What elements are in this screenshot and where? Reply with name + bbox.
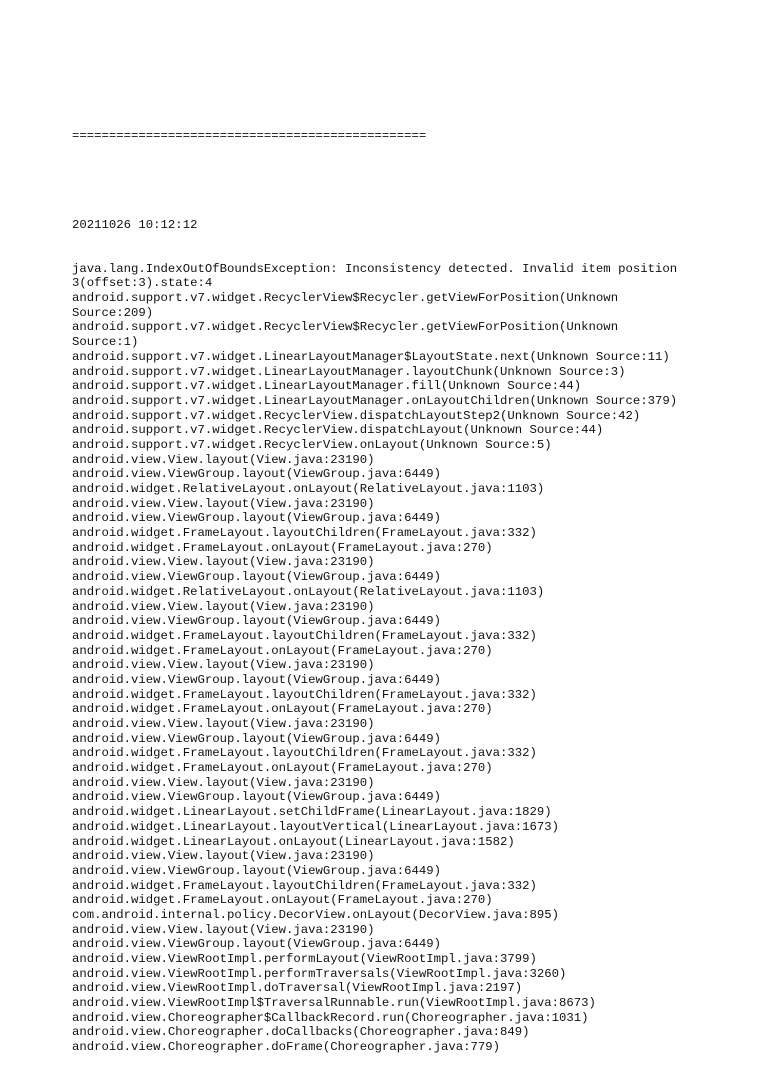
stack-trace-line: android.support.v7.widget.LinearLayoutManager.layoutChunk(Unknown Source:3) — [72, 364, 626, 379]
stack-trace-line: android.view.View.layout(View.java:23190) — [72, 922, 375, 937]
stack-trace-line: android.view.ViewRootImpl$TraversalRunnable.run(ViewRootImpl.java:8673) — [72, 996, 596, 1011]
stack-trace-line: android.view.ViewGroup.layout(ViewGroup.java:6449) — [72, 511, 441, 526]
stack-trace — [72, 262, 732, 1055]
stack-trace-line: android.view.View.layout(View.java:23190) — [72, 658, 375, 673]
stack-trace-line: android.widget.FrameLayout.onLayout(FrameLayout.java:270) — [72, 643, 493, 658]
stack-trace-line: android.support.v7.widget.LinearLayoutManager.onLayoutChildren(Unknown Source:379) — [72, 393, 678, 408]
stack-trace-line: android.view.View.layout(View.java:23190) — [72, 555, 375, 570]
stack-trace-line: android.view.View.layout(View.java:23190) — [72, 452, 375, 467]
stack-trace-line: android.view.View.layout(View.java:23190) — [72, 496, 375, 511]
stack-trace-line: android.widget.FrameLayout.layoutChildren(FrameLayout.java:332) — [72, 526, 537, 541]
stack-trace-line: Source:1) — [72, 335, 139, 350]
stack-trace-line: android.widget.FrameLayout.layoutChildren(FrameLayout.java:332) — [72, 878, 537, 893]
stack-trace-line: android.view.ViewGroup.layout(ViewGroup.java:6449) — [72, 937, 441, 952]
stack-trace-line: android.view.ViewGroup.layout(ViewGroup.java:6449) — [72, 790, 441, 805]
blank-line — [72, 174, 732, 189]
stack-trace-line: android.widget.FrameLayout.layoutChildren(FrameLayout.java:332) — [72, 687, 537, 702]
stack-trace-line: com.android.internal.policy.DecorView.onLayout(DecorView.java:895) — [72, 907, 560, 922]
stack-trace-line: android.widget.FrameLayout.onLayout(FrameLayout.java:270) — [72, 761, 493, 776]
exception-message: java.lang.IndexOutOfBoundsException: Inconsistency detected. Invalid item position — [72, 261, 678, 276]
stack-trace-line: Source:209) — [72, 305, 154, 320]
stack-trace-line: android.view.ViewRootImpl.performTraversals(ViewRootImpl.java:3260) — [72, 966, 567, 981]
stack-trace-line: android.view.Choreographer$CallbackRecord.run(Choreographer.java:1031) — [72, 1010, 589, 1025]
crash-log — [72, 100, 732, 1084]
stack-trace-line: android.widget.FrameLayout.layoutChildren(FrameLayout.java:332) — [72, 628, 537, 643]
stack-trace-line: android.view.ViewGroup.layout(ViewGroup.java:6449) — [72, 467, 441, 482]
log-timestamp: 20211026 10:12:12 — [72, 217, 198, 232]
stack-trace-line: android.view.ViewGroup.layout(ViewGroup.java:6449) — [72, 731, 441, 746]
stack-trace-line: android.support.v7.widget.LinearLayoutManager.fill(Unknown Source:44) — [72, 379, 582, 394]
separator-line: ================================================ — [72, 129, 427, 144]
stack-trace-line: android.support.v7.widget.RecyclerView.dispatchLayoutStep2(Unknown Source:42) — [72, 408, 641, 423]
stack-trace-line: android.view.View.layout(View.java:23190) — [72, 717, 375, 731]
stack-trace-line: android.widget.LinearLayout.onLayout(LinearLayout.java:1582) — [72, 834, 515, 849]
stack-trace-line: android.widget.FrameLayout.onLayout(FrameLayout.java:270) — [72, 540, 493, 555]
stack-trace-line: android.widget.RelativeLayout.onLayout(RelativeLayout.java:1103) — [72, 584, 545, 599]
stack-trace-line: android.view.View.layout(View.java:23190) — [72, 849, 375, 864]
stack-trace-line: android.view.Choreographer.doFrame(Choreographer.java:779) — [72, 1040, 501, 1055]
stack-trace-line: android.widget.LinearLayout.layoutVertical(LinearLayout.java:1673) — [72, 819, 560, 834]
stack-trace-line: android.view.Choreographer.doCallbacks(Choreographer.java:849) — [72, 1025, 530, 1040]
stack-trace-line: android.support.v7.widget.RecyclerView.onLayout(Unknown Source:5) — [72, 437, 552, 452]
stack-trace-line: android.view.ViewRootImpl.doTraversal(ViewRootImpl.java:2197) — [72, 981, 523, 996]
stack-trace-line: android.support.v7.widget.LinearLayoutManager$LayoutState.next(Unknown Source:11) — [72, 349, 670, 364]
stack-trace-line: android.view.ViewRootImpl.performLayout(ViewRootImpl.java:3799) — [72, 952, 537, 966]
stack-trace-line: android.widget.RelativeLayout.onLayout(RelativeLayout.java:1103) — [72, 482, 545, 496]
stack-trace-line: android.widget.FrameLayout.onLayout(FrameLayout.java:270) — [72, 893, 493, 908]
stack-trace-line: android.view.ViewGroup.layout(ViewGroup.java:6449) — [72, 614, 441, 629]
stack-trace-line: android.view.View.layout(View.java:23190) — [72, 599, 375, 614]
stack-trace-line: android.support.v7.widget.RecyclerView.dispatchLayout(Unknown Source:44) — [72, 423, 604, 438]
stack-trace-line: android.view.View.layout(View.java:23190) — [72, 775, 375, 790]
stack-trace-line: android.widget.FrameLayout.layoutChildren(FrameLayout.java:332) — [72, 746, 537, 761]
stack-trace-line: android.support.v7.widget.RecyclerView$Recycler.getViewForPosition(Unknown — [72, 320, 619, 335]
stack-trace-line: android.support.v7.widget.RecyclerView$Recycler.getViewForPosition(Unknown — [72, 291, 619, 306]
stack-trace-line: android.view.ViewGroup.layout(ViewGroup.java:6449) — [72, 672, 441, 687]
stack-trace-line: 3(offset:3).state:4 — [72, 276, 213, 291]
stack-trace-line: android.widget.LinearLayout.setChildFrame(LinearLayout.java:1829) — [72, 805, 552, 820]
stack-trace-line: android.view.ViewGroup.layout(ViewGroup.java:6449) — [72, 570, 441, 585]
stack-trace-line: android.widget.FrameLayout.onLayout(FrameLayout.java:270) — [72, 702, 493, 717]
stack-trace-line: android.view.ViewGroup.layout(ViewGroup.java:6449) — [72, 863, 441, 878]
